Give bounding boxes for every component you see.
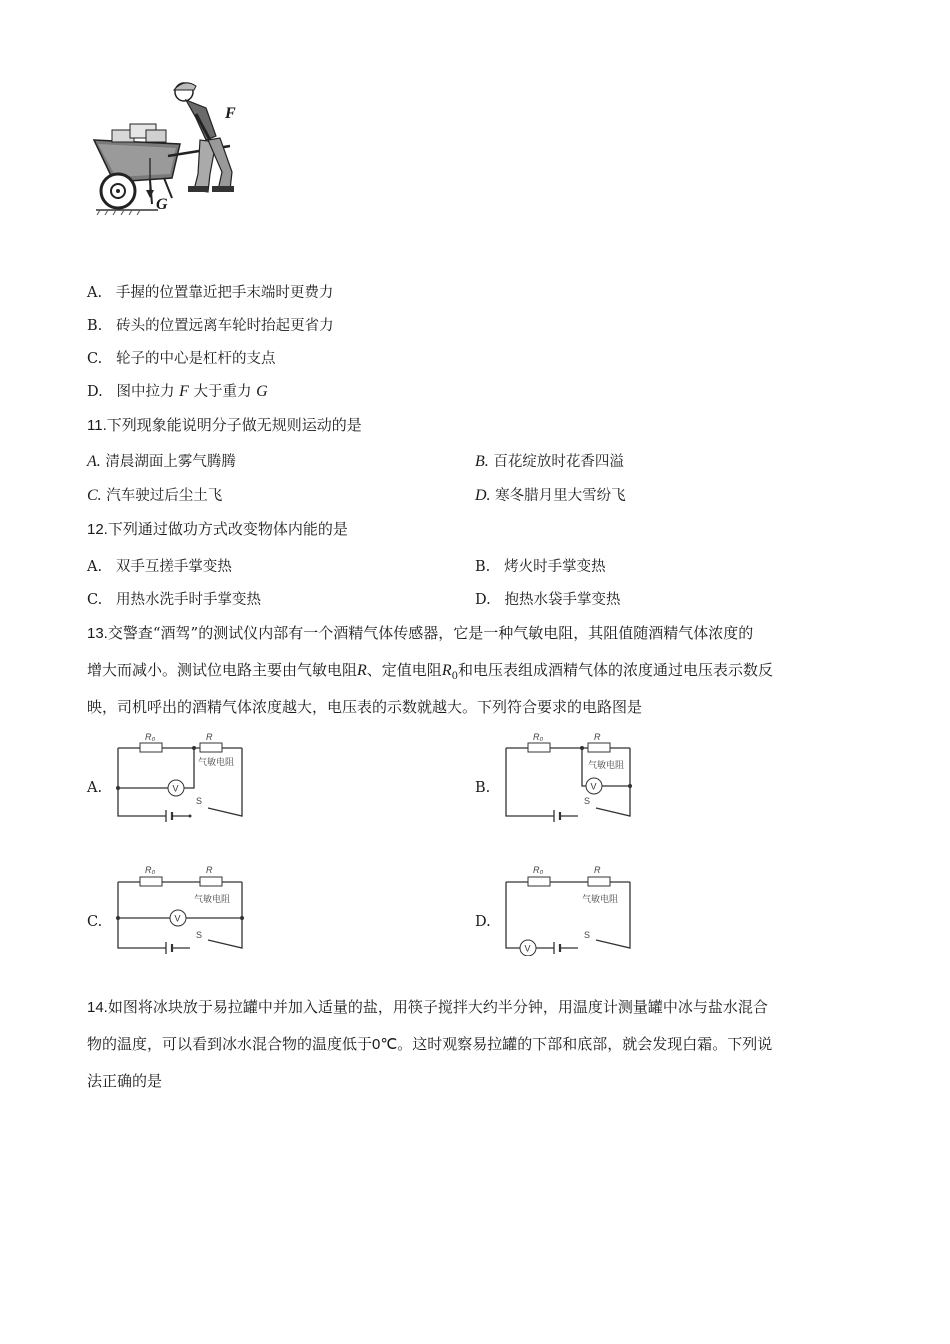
label-switch: S	[196, 796, 203, 806]
label-r0: R₀	[145, 865, 156, 875]
option-letter: A.	[87, 559, 103, 575]
q13-option-a[interactable]: A.	[87, 780, 103, 796]
label-switch: S	[584, 930, 591, 940]
option-text: 图中拉力	[116, 384, 175, 400]
label-sensor: 气敏电阻	[198, 757, 235, 767]
variable-G: G	[256, 383, 268, 400]
q11-option-c[interactable]	[87, 484, 222, 505]
variable-F: F	[179, 383, 189, 400]
option-letter: B.	[475, 453, 489, 470]
question-text: 增大而减小。测试位电路主要由气敏电阻	[87, 661, 358, 679]
question-text: 交警查“酒驾”的测试仪内部有一个酒精气体传感器，它是一种气敏电阻，其阻值随酒精气体浓度的	[107, 624, 754, 642]
force-label-G: G	[156, 196, 168, 213]
option-text: 寒冬腊月里大雪纷飞	[495, 488, 626, 504]
q14-line-1	[87, 996, 867, 1017]
question-number: 12.	[87, 521, 108, 538]
variable-R0: R	[441, 662, 452, 679]
option-text: 烤火时手掌变热	[504, 559, 606, 575]
option-letter: D.	[475, 592, 491, 608]
voltmeter-label: V	[590, 781, 597, 792]
option-text: 大于重力	[193, 384, 252, 400]
label-r0: R₀	[145, 732, 156, 742]
circuit-c	[110, 860, 250, 956]
q11-option-a[interactable]	[87, 450, 236, 471]
option-text: 抱热水袋手掌变热	[504, 592, 621, 608]
option-letter: B.	[87, 318, 103, 334]
q11-option-b[interactable]	[475, 450, 624, 471]
question-text: 。这时观察易拉罐的下部和底部，就会发现白霜。下列说	[397, 1035, 773, 1053]
option-letter: D.	[475, 487, 491, 504]
voltmeter-label: V	[174, 913, 181, 924]
label-r: R	[594, 865, 601, 875]
label-r0: R₀	[533, 865, 544, 875]
option-letter: A.	[87, 453, 101, 470]
question-number: 13.	[87, 625, 108, 642]
option-letter: C.	[87, 351, 103, 367]
question-text: 映，司机呼出的酒精气体浓度越大，电压表的示数就越大。下列符合要求的电路图是	[87, 698, 643, 716]
temperature-value: 0℃	[372, 1036, 398, 1053]
label-switch: S	[196, 930, 203, 940]
option-letter: A.	[87, 285, 103, 301]
circuit-b	[498, 728, 638, 824]
option-letter: C.	[87, 487, 102, 504]
q10-option-b[interactable]	[87, 314, 334, 335]
label-r0: R₀	[533, 732, 544, 742]
question-text: 物的温度，可以看到冰水混合物的温度低于	[87, 1035, 373, 1053]
question-text: 如图将冰块放于易拉罐中并加入适量的盐，用筷子搅拌大约半分钟，用温度计测量罐中冰与盐水混合	[107, 998, 768, 1016]
q13-option-d[interactable]: D.	[475, 914, 491, 930]
question-text: 下列现象能说明分子做无规则运动的是	[106, 416, 362, 434]
q12-stem	[87, 518, 348, 539]
q10-option-c[interactable]	[87, 347, 276, 368]
option-text: 砖头的位置远离车轮时抬起更省力	[116, 318, 334, 334]
option-text: 汽车驶过后尘土飞	[106, 488, 223, 504]
question-text: 下列通过做功方式改变物体内能的是	[107, 520, 348, 538]
q12-option-a[interactable]	[87, 555, 232, 576]
option-text: 双手互搓手掌变热	[115, 559, 232, 575]
option-text: 清晨湖面上雾气腾腾	[105, 454, 236, 470]
subscript-0: 0	[451, 671, 458, 682]
q12-option-c[interactable]	[87, 588, 261, 609]
voltmeter-label: V	[524, 943, 531, 954]
label-sensor: 气敏电阻	[582, 894, 619, 904]
q10-option-d[interactable]	[87, 380, 268, 401]
q12-option-d[interactable]	[475, 588, 621, 609]
option-letter: D.	[87, 384, 103, 400]
question-text: 和电压表组成酒精气体的浓度通过电压表示数反	[457, 661, 773, 679]
q13-line-3	[87, 696, 867, 717]
q13-option-b[interactable]: B.	[475, 780, 491, 796]
q10-option-a[interactable]	[87, 281, 333, 302]
q13-line-2	[87, 659, 867, 682]
label-r: R	[206, 732, 213, 742]
circuit-d	[498, 860, 638, 956]
q14-line-2	[87, 1033, 867, 1054]
label-switch: S	[584, 796, 591, 806]
option-text: 百花绽放时花香四溢	[493, 454, 624, 470]
q14-line-3	[87, 1070, 867, 1091]
q12-option-b[interactable]	[475, 555, 606, 576]
option-text: 轮子的中心是杠杆的支点	[116, 351, 276, 367]
question-number: 14.	[87, 999, 108, 1016]
label-r: R	[594, 732, 601, 742]
question-number: 11.	[87, 417, 107, 434]
q13-line-1	[87, 622, 867, 643]
label-sensor: 气敏电阻	[588, 760, 625, 770]
q11-option-d[interactable]	[475, 484, 626, 505]
label-sensor: 气敏电阻	[194, 894, 231, 904]
label-r: R	[206, 865, 213, 875]
option-text: 手握的位置靠近把手末端时更费力	[115, 285, 334, 301]
q11-stem	[87, 414, 362, 435]
option-text: 用热水洗手时手掌变热	[116, 592, 262, 608]
voltmeter-label: V	[172, 783, 179, 794]
circuit-a	[110, 728, 250, 824]
option-letter: C.	[87, 592, 103, 608]
variable-R: R	[357, 662, 367, 679]
wheelbarrow-figure	[88, 78, 248, 218]
question-text: 法正确的是	[87, 1072, 163, 1090]
question-text: 、定值电阻	[366, 661, 442, 679]
q13-option-c[interactable]: C.	[87, 914, 103, 930]
force-label-F: F	[225, 105, 236, 122]
option-letter: B.	[475, 559, 491, 575]
